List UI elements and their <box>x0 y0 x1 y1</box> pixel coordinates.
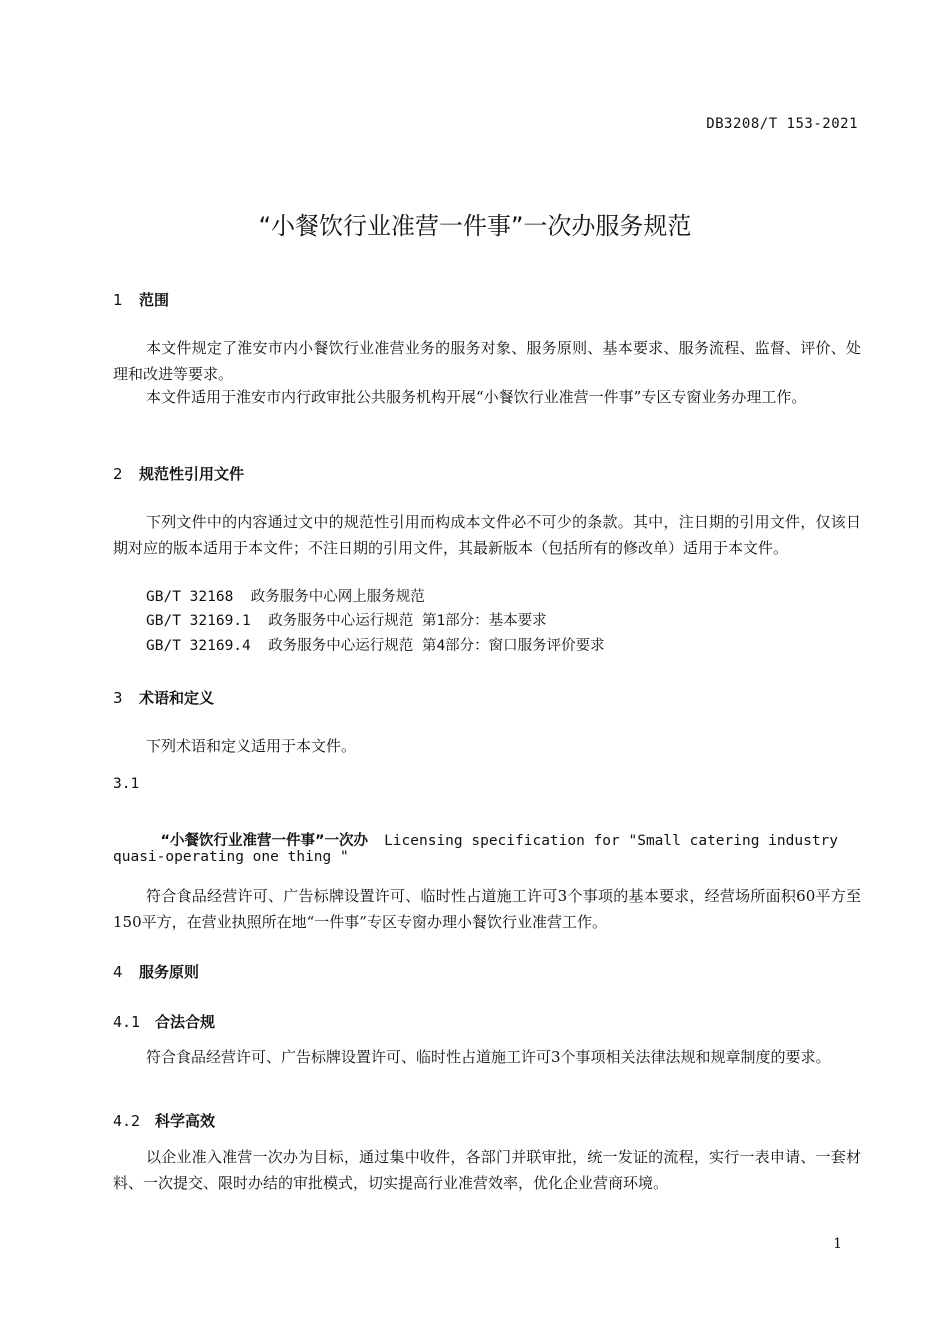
section-1-paragraph-2: 本文件适用于淮安市内行政审批公共服务机构开展“小餐饮行业准营一件事”专区专窗业务办理工作。 <box>146 388 807 406</box>
subsection-number: 4.2 <box>113 1112 141 1130</box>
section-1-paragraph-1: 本文件规定了淮安市内小餐饮行业准营业务的服务对象、服务原则、基本要求、服务流程、监督、评价、处理和改进等要求。 <box>113 339 861 383</box>
subsection-4-2-heading <box>113 1110 215 1131</box>
document-number: DB3208/T 153-2021 <box>706 116 858 132</box>
section-number: 2 <box>113 465 123 483</box>
section-title: 规范性引用文件 <box>139 465 245 483</box>
term-english-continued: quasi-operating one thing " <box>113 849 349 865</box>
normative-reference: GB/T 32169.4 政务服务中心运行规范 第4部分：窗口服务评价要求 <box>146 638 605 654</box>
document-title: “小餐饮行业准营一件事”一次办服务规范 <box>258 212 692 240</box>
section-2-paragraph: 下列文件中的内容通过文中的规范性引用而构成本文件必不可少的条款。其中，注日期的引用文件，仅该日期对应的版本适用于本文件；不注日期的引用文件，其最新版本（包括所有的修改单）适用于本文件。 <box>113 513 861 557</box>
section-1-heading <box>113 289 169 310</box>
section-2-heading <box>113 463 244 484</box>
section-number: 1 <box>113 291 123 309</box>
section-title: 服务原则 <box>139 963 200 981</box>
subsection-number: 3.1 <box>113 776 140 792</box>
normative-reference: GB/T 32168 政务服务中心网上服务规范 <box>146 589 425 605</box>
page-number: 1 <box>833 1236 842 1252</box>
subsection-4-1-heading <box>113 1011 215 1032</box>
subsection-title: 科学高效 <box>155 1112 216 1130</box>
section-3-heading <box>113 687 214 708</box>
subsection-title: 合法合规 <box>155 1013 216 1031</box>
term-chinese: “小餐饮行业准营一件事”一次办 <box>160 833 369 849</box>
section-3-paragraph: 下列术语和定义适用于本文件。 <box>146 737 357 755</box>
subsection-4-1-paragraph: 符合食品经营许可、广告标牌设置许可、临时性占道施工许可3个事项相关法律法规和规章制度的要求。 <box>146 1048 831 1066</box>
subsection-number: 4.1 <box>113 1013 141 1031</box>
section-number: 3 <box>113 689 123 707</box>
subsection-4-2-paragraph: 以企业准入准营一次办为目标，通过集中收件，各部门并联审批，统一发证的流程，实行一表申请、一套材料、一次提交、限时办结的审批模式，切实提高行业准营效率，优化企业营商环境。 <box>113 1148 861 1192</box>
section-title: 范围 <box>139 291 170 309</box>
normative-reference: GB/T 32169.1 政务服务中心运行规范 第1部分：基本要求 <box>146 613 547 629</box>
section-title: 术语和定义 <box>139 689 215 707</box>
term-definition: 符合食品经营许可、广告标牌设置许可、临时性占道施工许可3个事项的基本要求，经营场所面积60平方至150平方，在营业执照所在地“一件事”专区专窗办理小餐饮行业准营工作。 <box>113 887 861 931</box>
section-4-heading <box>113 961 199 982</box>
term-english: Licensing specification for "Small catering industry <box>384 833 839 849</box>
section-number: 4 <box>113 963 123 981</box>
